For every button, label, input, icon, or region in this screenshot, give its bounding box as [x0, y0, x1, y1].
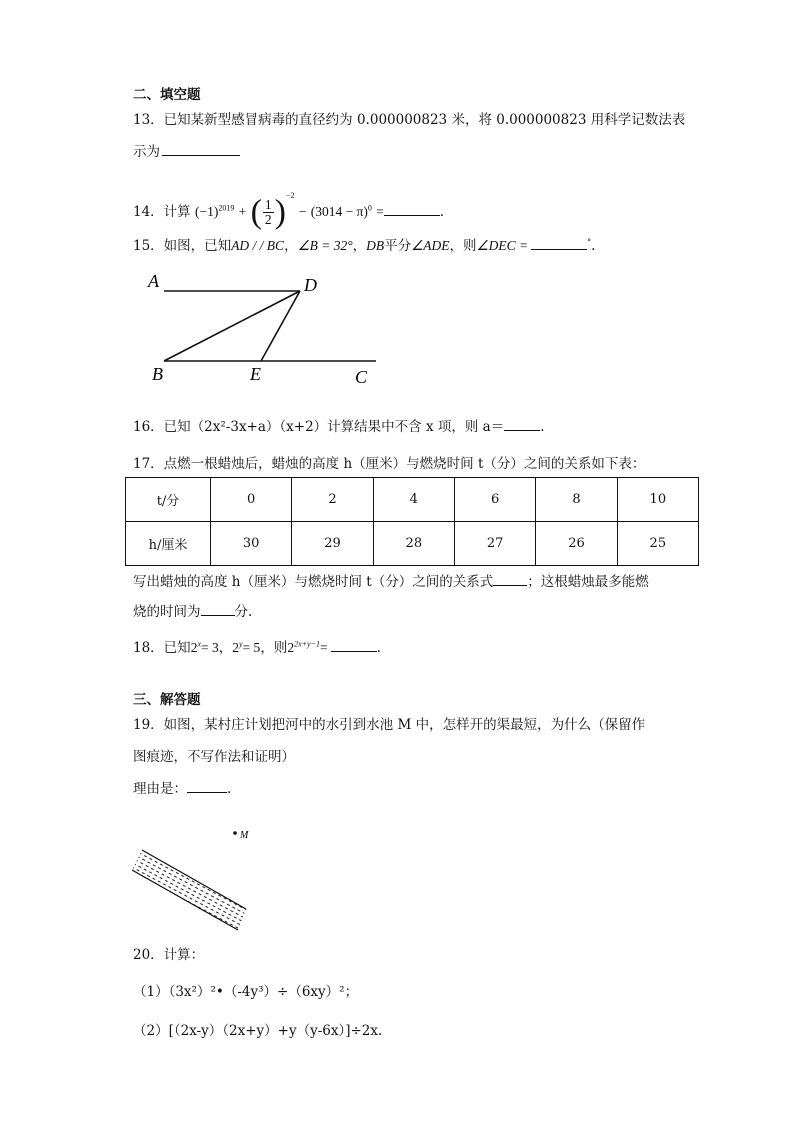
- question-20-title: 20．计算：: [133, 947, 205, 963]
- answer-blank: [162, 143, 240, 156]
- label-b: B: [152, 364, 163, 384]
- answer-blank: [493, 573, 527, 586]
- table-cell: 28: [373, 522, 454, 566]
- table-cell: 2: [292, 478, 373, 522]
- section-heading-fill-in: 二、填空题: [133, 87, 201, 103]
- q15-angle-ade: ∠ADE: [411, 238, 450, 253]
- q14-fraction: [263, 198, 274, 227]
- table-cell: 8: [536, 478, 617, 522]
- table-cell: 25: [617, 522, 698, 566]
- table-cell: 30: [211, 522, 292, 566]
- label-e: E: [250, 364, 261, 384]
- table-cell: 27: [454, 522, 535, 566]
- q18-base2: 2: [232, 640, 239, 655]
- q15-sep2: ，: [352, 238, 367, 254]
- table-cell: 4: [373, 478, 454, 522]
- q19-reason-label: 理由是：: [133, 781, 187, 797]
- question-13-text: 示为: [133, 144, 160, 160]
- q15-bisect: 平分: [384, 238, 412, 254]
- q18-base1: 2: [190, 640, 198, 655]
- question-16-text: 16．已知（2x²-3x+a）（x+2）计算结果中不含 x 项，则 a＝: [133, 419, 505, 435]
- q18-eq3: =: [319, 640, 328, 655]
- question-17-line3: [133, 600, 252, 620]
- q15-db: DB: [366, 238, 385, 253]
- answer-blank: [201, 603, 235, 616]
- label-d: D: [304, 275, 317, 295]
- question-15-prefix: 15．如图，已知: [133, 238, 232, 254]
- question-17-line2: [133, 570, 649, 590]
- answer-blank: [531, 237, 587, 250]
- q15-degree: °: [587, 237, 592, 247]
- q15-ask: ，则: [449, 238, 477, 254]
- q15-end: .: [591, 238, 596, 254]
- q18-exp3: 2x+y−1: [294, 639, 320, 649]
- label-a: A: [148, 271, 159, 291]
- q17-text-d: 分.: [234, 604, 253, 620]
- fraction-denominator: 2: [264, 212, 272, 227]
- q17-text-a: 写出蜡烛的高度 h（厘米）与燃烧时间 t（分）之间的关系式: [133, 574, 494, 590]
- answer-blank: [187, 780, 227, 793]
- table-row: [126, 478, 699, 522]
- q14-minus: −: [298, 204, 307, 219]
- table-cell: 6: [454, 478, 535, 522]
- q14-end: .: [439, 204, 445, 220]
- table-cell: 29: [292, 522, 373, 566]
- q15-parallel: AD / / BC: [231, 238, 285, 253]
- q15-angle-dec: ∠DEC =: [476, 238, 529, 253]
- question-19-line1: 19．如图，某村庄计划把河中的水引到水池 M 中，怎样开的渠最短，为什么（保留作: [133, 717, 646, 733]
- label-m: M: [240, 830, 249, 841]
- river-water: [132, 850, 246, 930]
- q14-term2-exp: −2: [285, 191, 295, 200]
- q14-term1-exp: 2019: [218, 203, 235, 213]
- question-17-intro: 17．点燃一根蜡烛后，蜡烛的高度 h（厘米）与燃烧时间 t（分）之间的关系如下表：: [133, 456, 646, 472]
- table-cell: 10: [617, 478, 698, 522]
- question-14-prefix: 14．计算: [133, 204, 191, 220]
- candle-table: [125, 477, 699, 566]
- q18-ask: ，则: [260, 640, 288, 656]
- q18-exp1: x: [197, 639, 201, 649]
- q16-end: .: [540, 419, 545, 435]
- question-19-reason: [133, 777, 231, 797]
- q14-term3-exp: 0: [367, 203, 372, 213]
- question-18: [133, 636, 381, 656]
- q14-equals: =: [376, 204, 384, 219]
- table-header-cell: h/厘米: [126, 522, 211, 566]
- q17-text-b: ；这根蜡烛最多能燃: [527, 574, 649, 590]
- question-20-part1: （1）（3x²）²•（-4y³）÷（6xy）²；: [133, 984, 359, 1000]
- q18-eq1: = 3: [201, 640, 219, 655]
- question-16: [133, 415, 545, 435]
- q18-base3: 2: [287, 640, 295, 655]
- table-row: [126, 522, 699, 566]
- q14-plus: +: [238, 204, 247, 219]
- q18-prefix: 18．已知: [133, 640, 191, 656]
- table-header-cell: t/分: [126, 478, 211, 522]
- point-m: [233, 831, 237, 835]
- q18-exp2: y: [239, 639, 243, 649]
- q14-term1-base: (−1): [194, 204, 219, 219]
- answer-blank: [504, 418, 540, 431]
- q17-text-c: 烧的时间为: [133, 604, 201, 620]
- q18-end: .: [376, 640, 381, 656]
- question-19-line2: 图痕迹，不写作法和证明）: [133, 749, 295, 765]
- answer-blank: [331, 639, 377, 652]
- river-figure-19: [128, 822, 258, 937]
- question-13-line1: 13．已知某新型感冒病毒的直径约为 0.000000823 米，将 0.000000823 用科学记数法表: [133, 112, 686, 128]
- table-cell: 0: [211, 478, 292, 522]
- label-c: C: [355, 367, 368, 387]
- q15-sep1: ，: [284, 238, 298, 254]
- fraction-numerator: 1: [264, 197, 272, 212]
- q15-angle-b: ∠B = 32°: [297, 238, 353, 253]
- table-cell: 26: [536, 522, 617, 566]
- q19-end: .: [227, 781, 232, 797]
- question-15: [133, 234, 595, 254]
- question-20-part2: （2）[（2x-y）（2x+y）+y（y-6x）]÷2x.: [133, 1023, 383, 1039]
- q14-term3-base: (3014 − π): [310, 204, 368, 219]
- q18-eq2: = 5: [242, 640, 261, 655]
- q18-sep: ，: [218, 640, 233, 656]
- question-13-line2: [133, 140, 240, 160]
- answer-blank: [384, 203, 440, 216]
- section-heading-solve: 三、解答题: [133, 692, 201, 708]
- geometry-figure-15: [140, 262, 390, 392]
- question-14: 14．计算 $(-1)^{2019}$ + ( $\frac{1}{2}$ )$^{-2} - (3014 - \pi)^0$ = .: [133, 191, 445, 231]
